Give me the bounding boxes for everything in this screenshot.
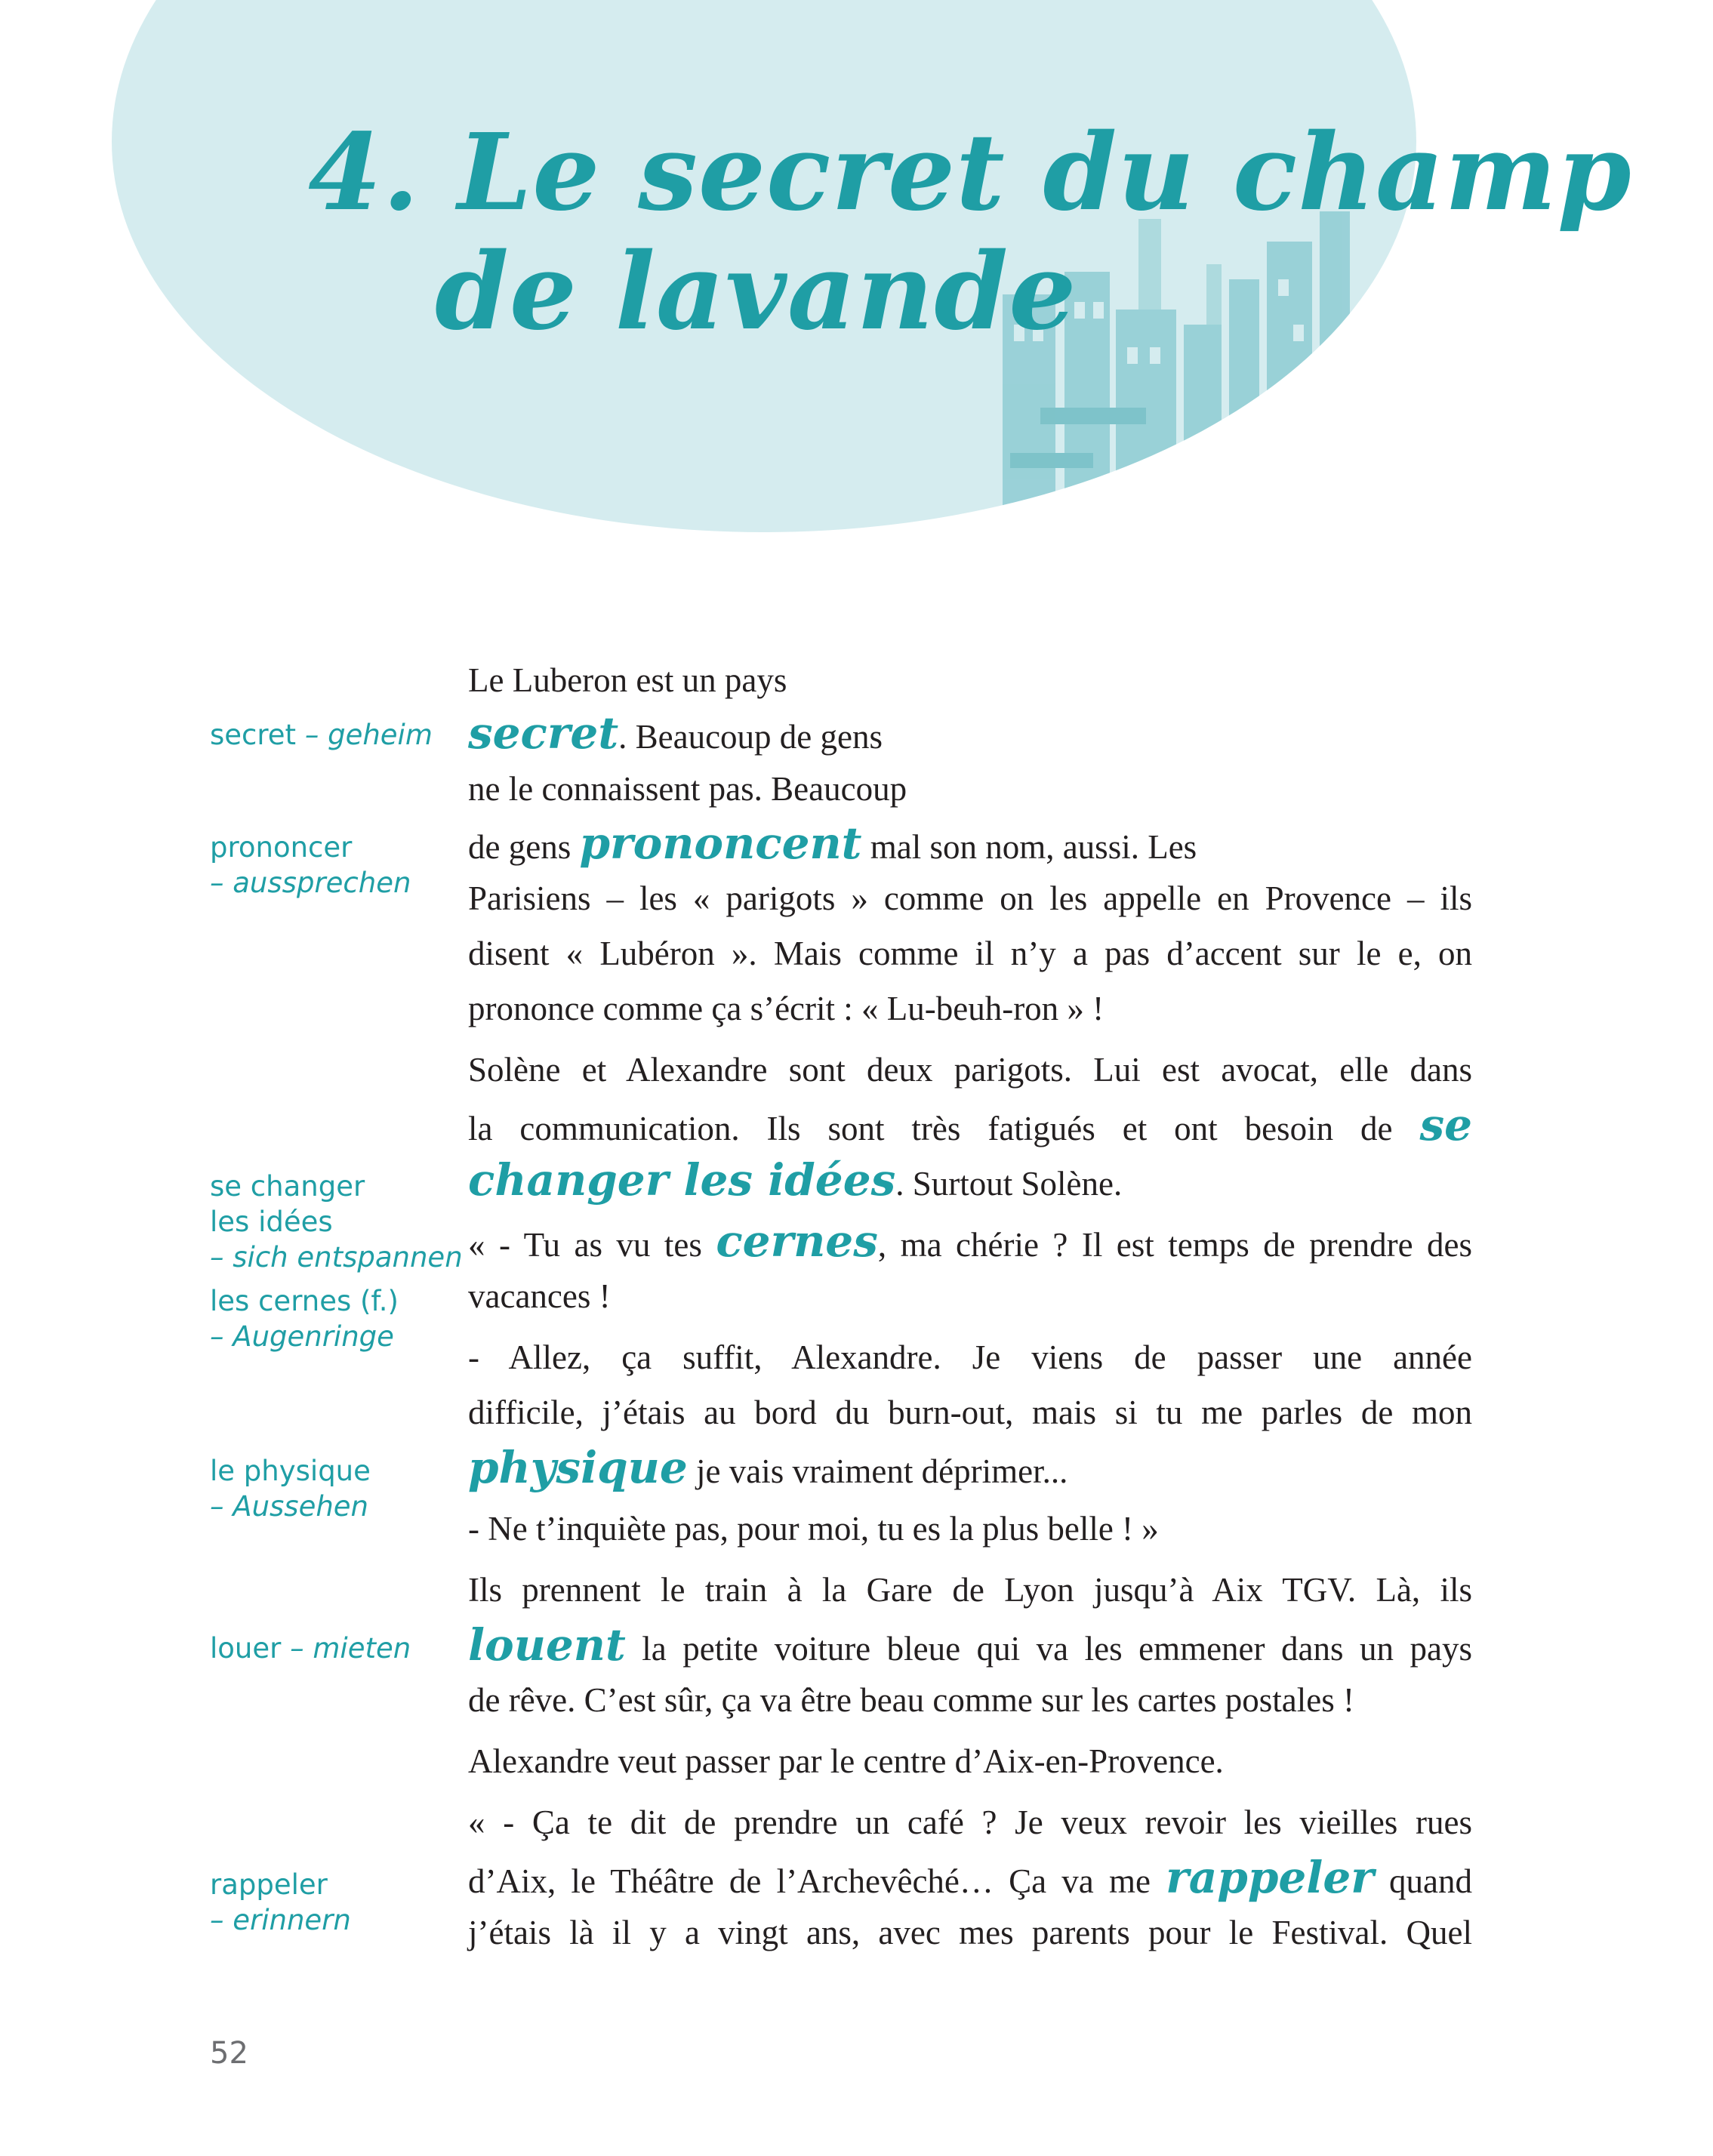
page-number: 52: [210, 2036, 248, 2071]
text-line: louent la petite voiture bleue qui va les emmener dans un pays: [468, 1619, 1472, 1671]
text-line: de rêve. C’est sûr, ça va être beau comme sur les cartes postales !: [468, 1681, 1354, 1719]
text-line: d’Aix, le Théâtre de l’Archevêché… Ça va me rappeler quand: [468, 1852, 1472, 1903]
glossary-entry: [210, 1283, 399, 1354]
keyword-prononcent: prononcent: [579, 818, 862, 869]
keyword-physique: physique: [468, 1442, 688, 1493]
glossary-term: rappeler: [210, 1868, 328, 1901]
glossary-term: prononcer: [210, 831, 353, 864]
chapter-title: [308, 113, 1632, 352]
text-line: Le Luberon est un pays: [468, 661, 787, 699]
glossary-entry: [210, 1453, 371, 1524]
glossary-term: louer: [210, 1632, 282, 1665]
glossary-translation: – sich entspannen: [210, 1241, 463, 1274]
text-line: Parisiens – les « parigots » comme on les appelle en Provence – ils: [468, 879, 1472, 917]
keyword-louent: louent: [468, 1619, 626, 1671]
text-line: ne le connaissent pas. Beaucoup: [468, 770, 907, 808]
text-line: - Allez, ça suffit, Alexandre. Je viens de passer une année: [468, 1338, 1472, 1376]
text-line: Ils prennent le train à la Gare de Lyon jusqu’à Aix TGV. Là, ils: [468, 1571, 1472, 1609]
text-line: de gens prononcent mal son nom, aussi. Les: [468, 818, 1197, 869]
keyword-cernes: cernes: [716, 1215, 878, 1267]
text-line: « - Ça te dit de prendre un café ? Je veux revoir les vieilles rues: [468, 1803, 1472, 1841]
glossary-translation: – erinnern: [210, 1904, 351, 1936]
glossary-term: se changer: [210, 1170, 365, 1203]
glossary-entry: [210, 1169, 463, 1275]
glossary-term: le physique: [210, 1455, 371, 1487]
text-line: disent « Lubéron ». Mais comme il n’y a pas d’accent sur le e, on: [468, 935, 1472, 972]
keyword-changer-les-idees: changer les idées: [468, 1154, 896, 1206]
chapter-title-line-2: de lavande: [435, 230, 1077, 354]
glossary-term: secret: [210, 719, 297, 751]
glossary-translation: – mieten: [290, 1632, 411, 1665]
glossary-entry: [210, 830, 411, 901]
text-line: Alexandre veut passer par le centre d’Aix-en-Provence.: [468, 1742, 1224, 1780]
glossary-entry: [210, 717, 433, 753]
keyword-rappeler: rappeler: [1166, 1852, 1374, 1903]
text-line: Solène et Alexandre sont deux parigots. Lui est avocat, elle dans: [468, 1051, 1472, 1089]
text-line: difficile, j’étais au bord du burn-out, mais si tu me parles de mon: [468, 1394, 1472, 1431]
keyword-se-changer: se: [1419, 1099, 1472, 1150]
text-line: physique je vais vraiment déprimer...: [468, 1442, 1068, 1493]
text-line: prononce comme ça s’écrit : « Lu-beuh-ron » !: [468, 990, 1105, 1027]
glossary-term: les cernes (f.): [210, 1285, 399, 1317]
chapter-title-line-1: 4. Le secret du champ: [308, 111, 1632, 235]
keyword-secret: secret: [468, 707, 619, 759]
glossary-translation: – Aussehen: [210, 1490, 369, 1523]
glossary-translation: – Augenringe: [210, 1320, 394, 1353]
text-line: « - Tu as vu tes cernes, ma chérie ? Il est temps de prendre des: [468, 1215, 1472, 1267]
glossary-translation: – aussprechen: [210, 867, 411, 899]
text-line: changer les idées. Surtout Solène.: [468, 1154, 1123, 1206]
glossary-entry: [210, 1867, 351, 1938]
text-line: j’étais là il y a vingt ans, avec mes parents pour le Festival. Quel: [468, 1914, 1472, 1951]
text-line: - Ne t’inquiète pas, pour moi, tu es la plus belle ! »: [468, 1510, 1159, 1548]
glossary-translation: – geheim: [304, 719, 433, 751]
text-line: secret. Beaucoup de gens: [468, 707, 883, 759]
glossary-entry: [210, 1631, 411, 1666]
glossary-term-continued: les idées: [210, 1206, 333, 1238]
text-line: vacances !: [468, 1277, 611, 1315]
text-line: la communication. Ils sont très fatigués et ont besoin de se: [468, 1099, 1472, 1150]
